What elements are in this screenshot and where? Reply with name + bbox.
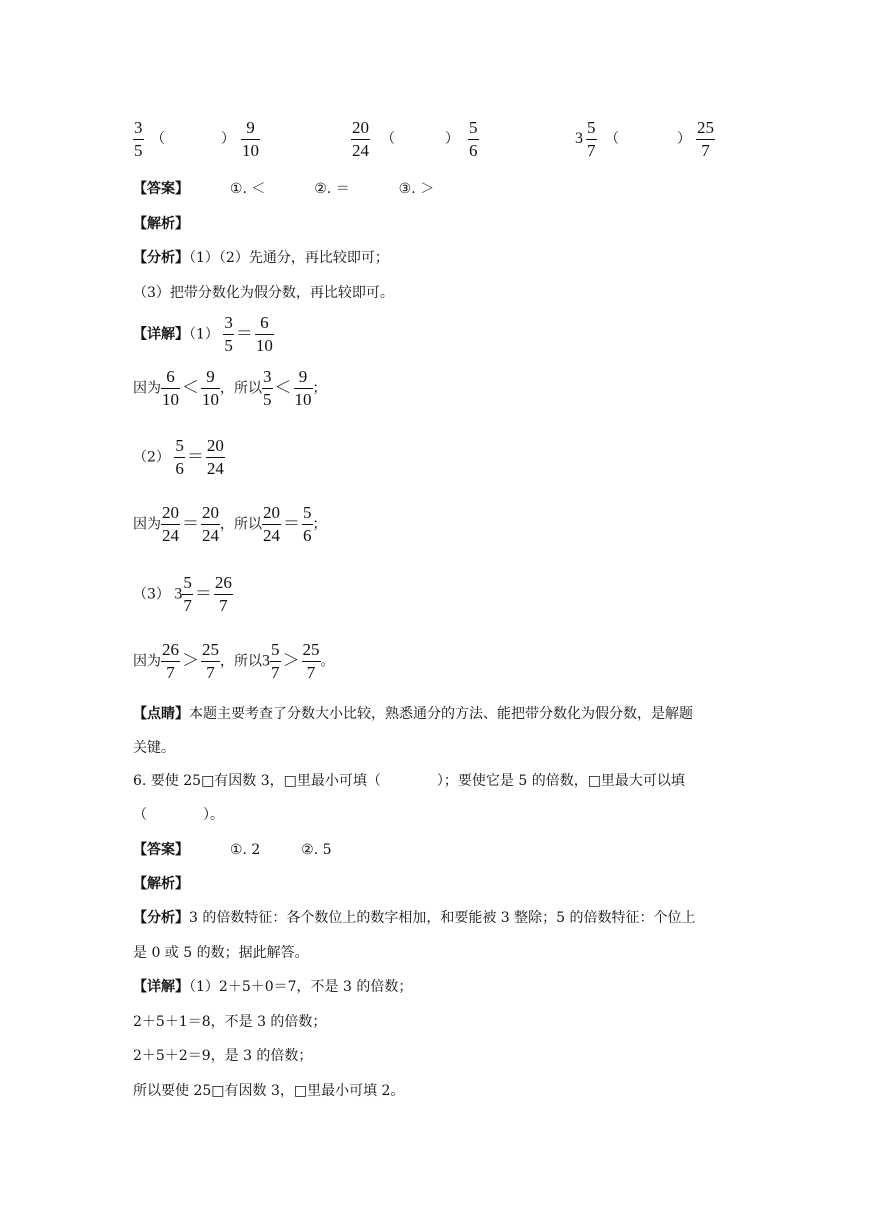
answer-1: ①. 2 bbox=[229, 842, 261, 858]
q6-detail-step1: 【详解】（1）2＋5＋0＝7，不是 3 的倍数； bbox=[133, 979, 413, 995]
fraction-26-7: $\frac{26}{7}$ bbox=[162, 640, 179, 682]
q5-detail-step1: 【详解】（1） $\frac{3}{5}$ ＝ $\frac{6}{10}$ bbox=[133, 313, 273, 355]
q5-analysis-label: 【解析】 bbox=[133, 216, 189, 232]
fraction-3-5 bbox=[133, 118, 144, 161]
fraction-9-10: 9 10 bbox=[242, 118, 259, 160]
q5-dianjing-2: 关键。 bbox=[133, 740, 175, 756]
q6-detail-step3: 2＋5＋2＝9，是 3 的倍数； bbox=[133, 1048, 313, 1064]
q5-answer bbox=[133, 179, 434, 199]
fraction-20-24: $\frac{20}{24}$ bbox=[206, 436, 224, 478]
q5-dianjing: 【点睛】本题主要考查了分数大小比较，熟悉通分的方法、能把带分数化为假分数，是解题 bbox=[133, 706, 693, 722]
q5-fenxi: 【分析】（1）（2）先通分，再比较即可； bbox=[133, 250, 389, 266]
fraction-6-10: $\frac{6}{10}$ bbox=[255, 313, 273, 355]
fraction-25-7: $\frac{25}{7}$ bbox=[202, 640, 219, 682]
answer-2: ②. 5 bbox=[301, 842, 332, 858]
fraction-5-6: 5 6 bbox=[469, 118, 478, 160]
q6-detail-step4: 所以要使 25□有因数 3，□里最小可填 2。 bbox=[133, 1083, 405, 1099]
blank-paren-left: （ bbox=[381, 131, 395, 147]
fraction-5-7: $\frac{5}{7}$ bbox=[183, 573, 192, 615]
fraction-25-7: 25 7 bbox=[697, 118, 714, 160]
fraction-9-10: $\frac{9}{10}$ bbox=[294, 367, 312, 409]
answer-1: ①. ＜ bbox=[229, 181, 266, 197]
q6-question-2: （ ）。 bbox=[133, 807, 224, 823]
fraction-6-10: $\frac{6}{10}$ bbox=[162, 367, 179, 409]
q6-detail-step2: 2＋5＋1＝8，不是 3 的倍数； bbox=[133, 1014, 327, 1030]
q5-detail-because1: 因为 $\frac{6}{10}$ ＜ $\frac{9}{10}$ ，所以 $\frac{3}{5}$ ＜ $\frac{9}{10}$ ； bbox=[133, 367, 327, 409]
q5-fenxi-2: （3）把带分数化为假分数，再比较即可。 bbox=[133, 285, 394, 301]
q5-detail-step2: （2） $\frac{5}{6}$ ＝ $\frac{20}{24}$ bbox=[133, 436, 224, 478]
q6-fenxi: 【分析】3 的倍数特征：各个数位上的数字相加，和要能被 3 整除；5 的倍数特征：个位上 bbox=[133, 910, 696, 926]
fraction-3-5: $\frac{3}{5}$ bbox=[263, 367, 272, 409]
q5-comparison-row bbox=[133, 118, 733, 164]
fraction-5-7: $\frac{5}{7}$ bbox=[271, 640, 280, 682]
fraction-3-5: $\frac{3}{5}$ bbox=[224, 313, 233, 355]
answer-3: ③. ＞ bbox=[398, 181, 435, 197]
answer-label: 【答案】 bbox=[133, 181, 189, 197]
answer-label: 【答案】 bbox=[133, 842, 189, 858]
q5-detail-because2: 因为 $\frac{20}{24}$ ＝ $\frac{20}{24}$ ，所以 $\frac{20}{24}$ ＝ $\frac{5}{6}$ ； bbox=[133, 503, 327, 545]
fraction-5-6: $\frac{5}{6}$ bbox=[175, 436, 184, 478]
blank-paren-right: ） bbox=[445, 131, 459, 147]
blank-paren-left: （ bbox=[605, 131, 619, 147]
fraction-20-24: $\frac{20}{24}$ bbox=[162, 503, 179, 545]
q6-analysis-label: 【解析】 bbox=[133, 876, 189, 892]
fraction-20-24: $\frac{20}{24}$ bbox=[263, 503, 280, 545]
q5-detail-step3: （3） 3 $\frac{5}{7}$ ＝ $\frac{26}{7}$ bbox=[133, 573, 232, 615]
q5-detail-because3: 因为 $\frac{26}{7}$ ＞ $\frac{25}{7}$ ，所以3 $\frac{5}{7}$ ＞ $\frac{25}{7}$ 。 bbox=[133, 640, 335, 682]
answer-2: ②. ＝ bbox=[314, 181, 350, 197]
blank-paren-right: ） bbox=[677, 131, 691, 147]
fraction-26-7: $\frac{26}{7}$ bbox=[214, 573, 232, 615]
fraction-25-7: $\frac{25}{7}$ bbox=[302, 640, 320, 682]
fraction-20-24: $\frac{20}{24}$ bbox=[202, 503, 219, 545]
mixed-whole: 3 bbox=[575, 130, 583, 147]
q6-question: 6. 要使 25□有因数 3，□里最小可填（ ）；要使它是 5 的倍数，□里最大可以填 bbox=[133, 773, 685, 789]
fraction-5-6: $\frac{5}{6}$ bbox=[303, 503, 312, 545]
numerator: 3 bbox=[134, 118, 143, 137]
blank-paren-left: （ bbox=[151, 131, 165, 147]
denominator: 5 bbox=[134, 141, 143, 160]
q6-answer bbox=[133, 840, 332, 860]
blank-paren-right: ） bbox=[221, 131, 235, 147]
q6-fenxi-2: 是 0 或 5 的数；据此解答。 bbox=[133, 945, 309, 961]
fraction-20-24: 20 24 bbox=[352, 118, 369, 160]
fraction-9-10: $\frac{9}{10}$ bbox=[202, 367, 219, 409]
fraction-5-7: 5 7 bbox=[587, 118, 596, 160]
